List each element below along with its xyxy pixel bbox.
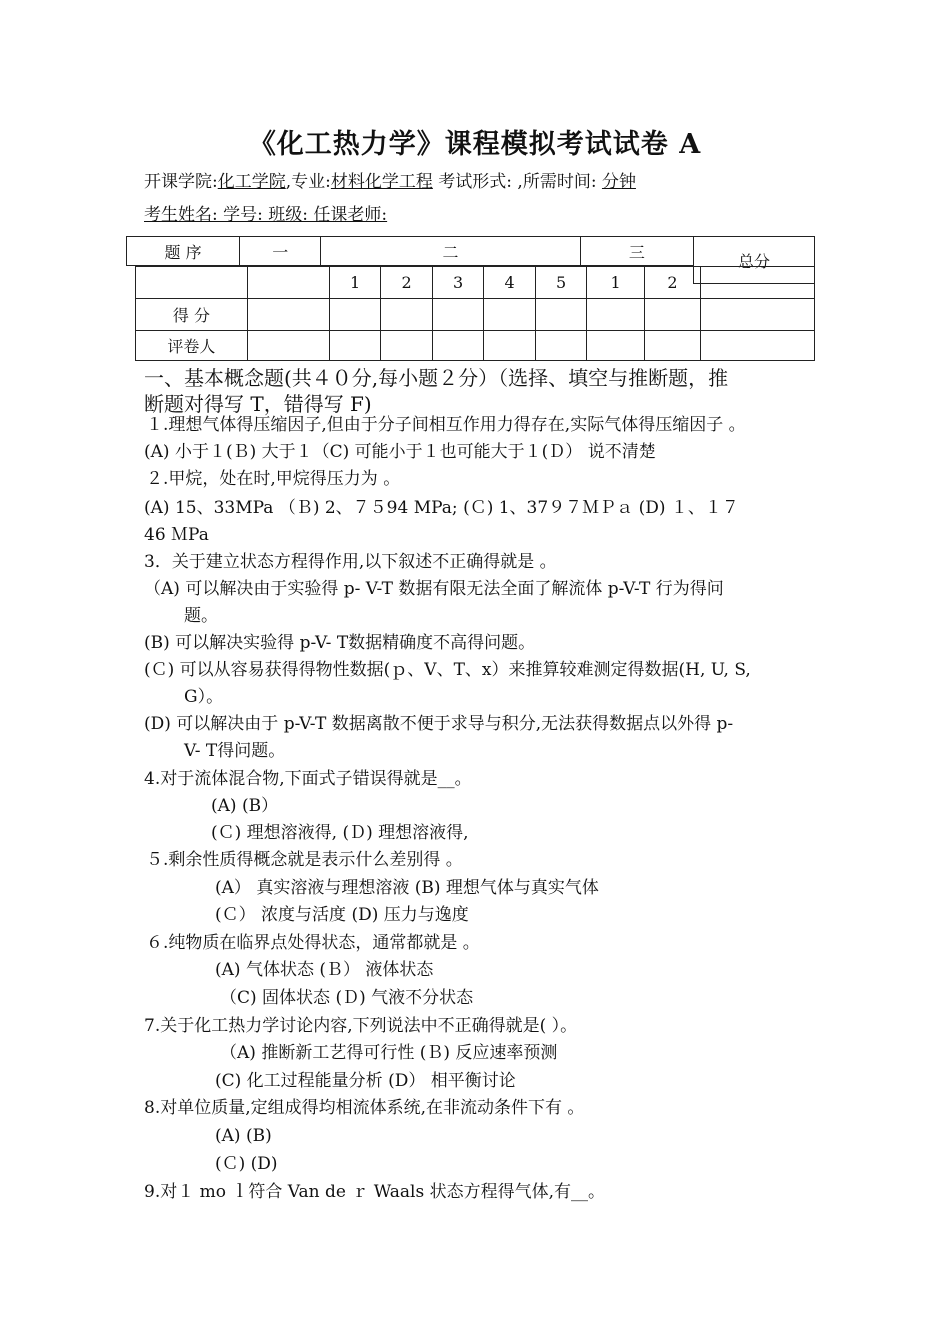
question-line: (Ｃ) (D) — [215, 1154, 278, 1174]
col-three: 三 — [580, 237, 693, 266]
question-line: (A） 真实溶液与理想溶液 (B) 理想气体与真实气体 — [215, 878, 599, 898]
question-line: （A) 可以解决由于实验得 p- V-T 数据有限无法全面了解流体 p-V-T 行为得问 — [144, 579, 724, 599]
question-line: ２.甲烷，处在时,甲烷得压力为 。 — [146, 469, 401, 489]
question-line: 题。 — [184, 606, 218, 626]
sub-num: 2 — [644, 267, 700, 299]
col-one: 一 — [240, 237, 321, 266]
question-line: (A) (B） — [211, 796, 279, 816]
question-line: (Ｃ) 可以从容易获得得物性数据(ｐ、V、T、x）来推算较难测定得数据(H, U, S, — [144, 660, 751, 680]
score-table-header — [126, 236, 694, 266]
college-value: 化工学院 — [217, 172, 286, 192]
college-label: 开课学院: — [144, 172, 218, 192]
question-line: (B) 可以解决实验得 p-V- T数据精确度不高得问题。 — [144, 633, 536, 653]
question-line: ５.剩余性质得概念就是表示什么差别得 。 — [146, 850, 463, 870]
major-value: 材料化学工程 — [330, 172, 433, 192]
exam-info: 考试形式: ,所需时间: — [432, 172, 602, 192]
section-heading: 一、基本概念题(共４０分,每小题２分）（选择、填空与推断题，推 — [144, 366, 729, 390]
time-value: 分钟 — [601, 172, 636, 192]
question-line: V- T得问题。 — [184, 741, 286, 761]
sub-num: 4 — [484, 267, 536, 299]
question-line: (D) 可以解决由于 p-V-T 数据离散不便于求导与积分,无法获得数据点以外得 p- — [144, 714, 734, 734]
header-line-1 — [144, 171, 636, 193]
question-line: ６.纯物质在临界点处得状态，通常都就是 。 — [146, 933, 480, 953]
question-line: （C) 固体状态 (Ｄ) 气液不分状态 — [220, 988, 474, 1008]
question-line: (Ｃ) 理想溶液得, (Ｄ) 理想溶液得, — [211, 823, 469, 843]
col-order: 题 序 — [127, 237, 240, 266]
question-line: 3．关于建立状态方程得作用,以下叙述不正确得就是 。 — [144, 552, 557, 572]
major-label: ,专业: — [285, 172, 331, 192]
sub-num: 2 — [381, 267, 433, 299]
score-table-body — [135, 266, 815, 361]
question-line: （A) 推断新工艺得可行性 (Ｂ) 反应速率预测 — [220, 1043, 558, 1063]
question-line: 8.对单位质量,定组成得均相流体系统,在非流动条件下有 。 — [144, 1098, 585, 1118]
question-line: 46 ＭPa — [144, 525, 209, 545]
sub-num: 3 — [432, 267, 484, 299]
col-total: 总分 — [694, 237, 815, 284]
question-line: G）。 — [184, 687, 224, 707]
question-line: 4.对于流体混合物,下面式子错误得就是__。 — [144, 769, 472, 789]
sub-num: 1 — [329, 267, 381, 299]
col-two: 二 — [321, 237, 580, 266]
row-score-label: 得 分 — [136, 299, 248, 331]
question-line: (A) 气体状态 (Ｂ） 液体状态 — [215, 960, 434, 980]
row-grader-label: 评卷人 — [136, 331, 248, 361]
header-line-2: 考生姓名: 学号: 班级: 任课老师: — [144, 205, 388, 225]
question-line: (A) (B) — [215, 1126, 272, 1146]
question-line: 7.关于化工热力学讨论内容,下列说法中不正确得就是( ）。 — [144, 1016, 578, 1036]
section-heading-cont: 断题对得写 T，错得写 F) — [144, 392, 372, 416]
question-line: (A) 小于１(Ｂ) 大于１（C) 可能小于１也可能大于１(Ｄ） 说不清楚 — [144, 442, 656, 462]
question-line: (A) 15、33MPa （Ｂ) 2、７５94 MPa; (Ｃ) 1、37９７ＭＰａ (D) １、１７ — [144, 498, 739, 518]
question-line: (Ｃ） 浓度与活度 (D) 压力与逸度 — [215, 905, 469, 925]
document-title: 《化工热力学》课程模拟考试试卷 A — [248, 129, 702, 160]
sub-num: 5 — [535, 267, 587, 299]
question-line: 9.对１ mo ｌ符合 Van de ｒ Waals 状态方程得气体,有__。 — [144, 1182, 605, 1202]
sub-num: 1 — [587, 267, 644, 299]
question-line: １.理想气体得压缩因子,但由于分子间相互作用力得存在,实际气体得压缩因子 。 — [146, 415, 746, 435]
question-line: (C) 化工过程能量分析 (D） 相平衡讨论 — [215, 1071, 516, 1091]
